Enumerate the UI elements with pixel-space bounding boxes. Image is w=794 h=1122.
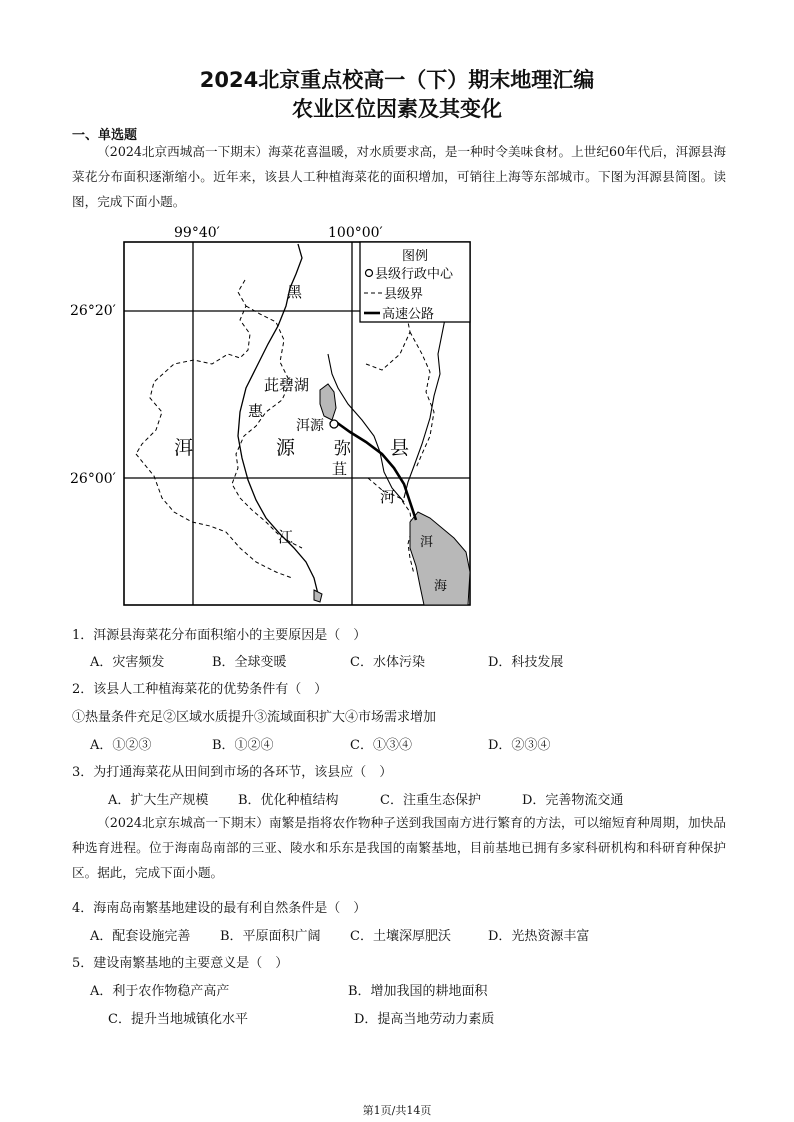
q5-option-c: C．提升当地城镇化水平 xyxy=(108,1012,248,1027)
legend-title: 图例 xyxy=(401,249,429,264)
legend-county-seat-icon xyxy=(366,270,373,277)
label-hui: 惠 xyxy=(248,402,264,420)
label-cibi-lake: 茈碧湖 xyxy=(264,376,310,394)
label-he: 河 xyxy=(380,488,396,506)
small-lake xyxy=(314,590,322,602)
legend-county-seat: 县级行政中心 xyxy=(375,267,454,282)
cibi-lake xyxy=(320,384,336,420)
legend-highway: 高速公路 xyxy=(382,307,435,322)
eryuan-county-map xyxy=(70,222,490,612)
lat-label-26-00: 26°00′ xyxy=(70,471,116,487)
label-xian: 县 xyxy=(390,437,410,459)
q3-option-d: D．完善物流交通 xyxy=(522,793,624,808)
q5-option-d: D．提高当地劳动力素质 xyxy=(354,1012,495,1027)
q1-option-a: A．灾害频发 xyxy=(90,655,165,670)
q3-option-a: A．扩大生产规模 xyxy=(108,793,209,808)
q1-option-c: C．水体污染 xyxy=(350,655,425,670)
label-ju: 苴 xyxy=(332,460,348,478)
q4-option-b: B．平原面积广阔 xyxy=(220,929,321,944)
question-2-conditions: ①热量条件充足②区域水质提升③流域面积扩大④市场需求增加 xyxy=(72,710,437,725)
label-jiang: 江 xyxy=(278,528,294,546)
q5-option-b: B．增加我国的耕地面积 xyxy=(348,984,488,999)
section-heading: 一、单选题 xyxy=(72,128,138,143)
q2-option-b: B．①②④ xyxy=(212,738,274,753)
lon-label-100-00: 100°00′ xyxy=(328,225,383,241)
passage-2: （2024北京东城高一下期末）南繁是指将农作物种子送到我国南方进行繁育的方法，可以缩短育种周期，加快品种选育进程。位于海南岛南部的三亚、陵水和乐东是我国的南繁基地，目前基地已拥有多家科研机构和科研育种保护区。据此，完成下面小题。 xyxy=(72,815,726,880)
question-4-stem: 4．海南岛南繁基地建设的最有利自然条件是（ ） xyxy=(72,901,367,916)
label-erhai-hai: 海 xyxy=(434,579,448,594)
q2-option-a: A．①②③ xyxy=(90,738,152,753)
q2-option-c: C．①③④ xyxy=(350,738,412,753)
legend-boundary: 县级界 xyxy=(384,287,424,302)
county-seat-icon xyxy=(330,420,338,428)
q1-option-d: D．科技发展 xyxy=(488,655,564,670)
q1-option-b: B．全球变暖 xyxy=(212,655,287,670)
document-subtitle: 农业区位因素及其变化 xyxy=(292,97,502,121)
passage-1: （2024北京西城高一下期末）海菜花喜温暖，对水质要求高，是一种时令美味食材。上世纪60年代后，洱源县海菜花分布面积逐渐缩小。近年来，该县人工种植海菜花的面积增加，可销往上海等东部城市。下图为洱源县简图。读图，完成下面小题。 xyxy=(72,144,726,209)
label-erhai-er: 洱 xyxy=(420,535,434,550)
q4-option-a: A．配套设施完善 xyxy=(90,929,191,944)
page-number: 第1页/共14页 xyxy=(362,1104,432,1117)
q3-option-c: C．注重生态保护 xyxy=(380,793,481,808)
miju-river xyxy=(328,354,404,502)
label-er-county: 洱 xyxy=(174,437,194,459)
document-title: 2024北京重点校高一（下）期末地理汇编 xyxy=(199,68,595,92)
lon-label-99-40: 99°40′ xyxy=(174,225,220,241)
label-eryuan-city: 洱源 xyxy=(296,418,324,434)
q2-option-d: D．②③④ xyxy=(488,738,551,753)
q3-option-b: B．优化种植结构 xyxy=(238,793,339,808)
lat-label-26-20: 26°20′ xyxy=(70,303,116,319)
question-5-stem: 5．建设南繁基地的主要意义是（ ） xyxy=(72,956,289,971)
question-2-stem: 2．该县人工种植海菜花的优势条件有（ ） xyxy=(72,682,328,697)
question-3-stem: 3．为打通海菜花从田间到市场的各环节，该县应（ ） xyxy=(72,765,393,780)
question-1-stem: 1．洱源县海菜花分布面积缩小的主要原因是（ ） xyxy=(72,628,367,643)
q4-option-d: D．光热资源丰富 xyxy=(488,929,590,944)
q5-option-a: A．利于农作物稳产高产 xyxy=(90,984,230,999)
label-hei: 黑 xyxy=(287,283,303,301)
label-mi: 弥 xyxy=(334,439,351,459)
label-yuan-county: 源 xyxy=(276,437,296,459)
q4-option-c: C．土壤深厚肥沃 xyxy=(350,929,451,944)
